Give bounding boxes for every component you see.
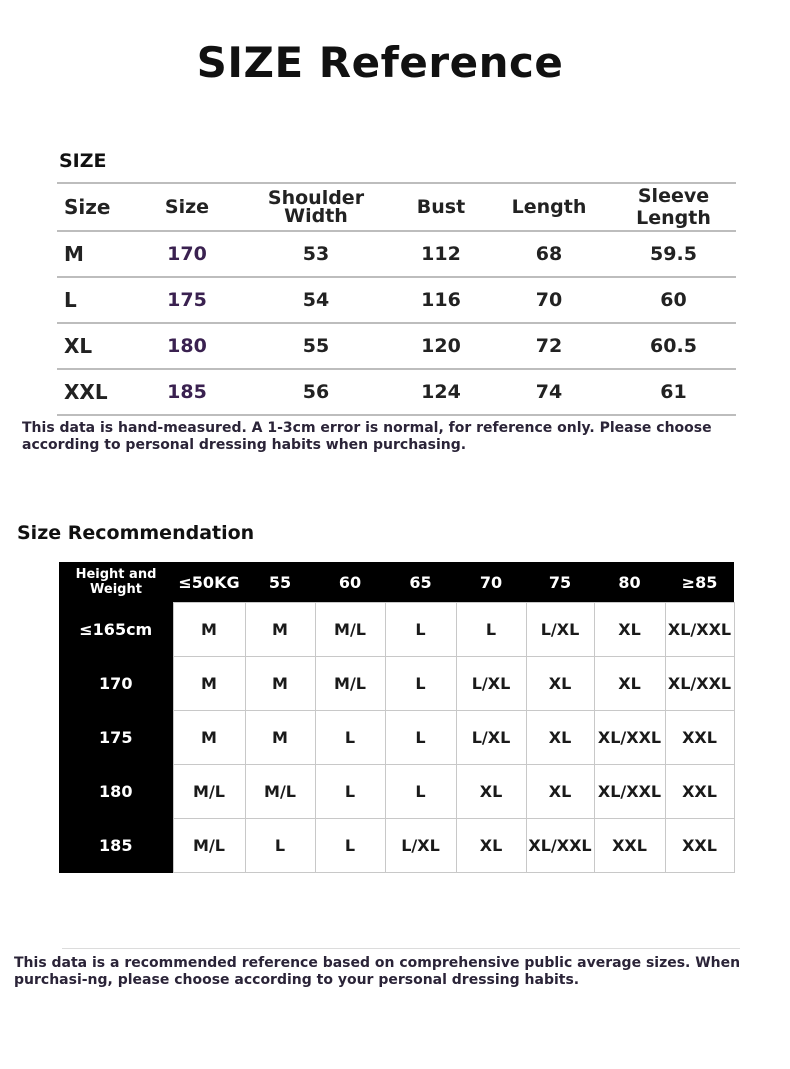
- size-cell: XXL: [57, 369, 137, 415]
- table-row: [59, 711, 734, 765]
- length-cell: 72: [487, 323, 611, 369]
- header-length: Length: [487, 183, 611, 231]
- rec-cell: XXL: [665, 711, 734, 765]
- size-table-header-row: [57, 183, 736, 231]
- rec-cell: M/L: [315, 657, 385, 711]
- height-header: ≤165cm: [59, 603, 173, 657]
- weight-header: 65: [385, 562, 456, 603]
- length-cell: 70: [487, 277, 611, 323]
- bust-cell: 116: [395, 277, 487, 323]
- rec-cell: XL: [526, 657, 594, 711]
- weight-header: ≥85: [665, 562, 734, 603]
- rec-cell: M: [245, 711, 315, 765]
- size-cell: XL: [57, 323, 137, 369]
- size-cell: M: [57, 231, 137, 277]
- rec-cell: M: [173, 711, 245, 765]
- rec-cell: M: [173, 603, 245, 657]
- rec-cell: XL/XXL: [665, 603, 734, 657]
- rec-cell: L: [385, 765, 456, 819]
- header-shoulder-width: Shoulder Width: [237, 183, 395, 231]
- rec-cell: XL/XXL: [665, 657, 734, 711]
- table-row: [57, 231, 736, 277]
- table-row: [59, 603, 734, 657]
- recommendation-note: This data is a recommended reference based on comprehensive public average sizes. When purchasi-ng, please choose according to your personal dressing habits.: [14, 955, 741, 988]
- table-row: [57, 369, 736, 415]
- rec-cell: L: [385, 657, 456, 711]
- sleeve-cell: 61: [611, 369, 736, 415]
- shoulder-cell: 53: [237, 231, 395, 277]
- rec-cell: XL: [456, 765, 526, 819]
- weight-header: 75: [526, 562, 594, 603]
- rec-cell: L/XL: [456, 657, 526, 711]
- rec-cell: L: [385, 711, 456, 765]
- rec-cell: XXL: [665, 819, 734, 873]
- rec-cell: XL: [594, 657, 665, 711]
- shoulder-cell: 55: [237, 323, 395, 369]
- weight-header: ≤50KG: [173, 562, 245, 603]
- size-cell: L: [57, 277, 137, 323]
- height-header: 170: [59, 657, 173, 711]
- rec-cell: XXL: [594, 819, 665, 873]
- rec-cell: L/XL: [385, 819, 456, 873]
- bust-cell: 124: [395, 369, 487, 415]
- size-recommendation-table: [59, 562, 735, 873]
- table-row: [57, 277, 736, 323]
- size-reference-table: [57, 182, 736, 416]
- weight-header: 70: [456, 562, 526, 603]
- weight-header: 60: [315, 562, 385, 603]
- weight-header: 80: [594, 562, 665, 603]
- header-size-height: Size: [137, 183, 237, 231]
- size-section-label: SIZE: [59, 150, 107, 172]
- header-bust: Bust: [395, 183, 487, 231]
- corner-header: Height and Weight: [59, 562, 173, 603]
- rec-cell: XL/XXL: [526, 819, 594, 873]
- height-cell: 170: [137, 231, 237, 277]
- rec-cell: L: [245, 819, 315, 873]
- rec-cell: L: [315, 711, 385, 765]
- rec-cell: L: [315, 819, 385, 873]
- divider: [62, 948, 740, 949]
- measurement-note: This data is hand-measured. A 1-3cm error is normal, for reference only. Please choose according to personal dressing habits when purchasing.: [22, 420, 712, 453]
- length-cell: 74: [487, 369, 611, 415]
- rec-cell: M/L: [173, 819, 245, 873]
- rec-cell: L: [456, 603, 526, 657]
- weight-header-row: [59, 562, 734, 603]
- page-title: SIZE Reference: [196, 38, 564, 87]
- rec-cell: XL: [594, 603, 665, 657]
- table-row: [59, 765, 734, 819]
- bust-cell: 120: [395, 323, 487, 369]
- sleeve-cell: 60.5: [611, 323, 736, 369]
- rec-cell: M: [245, 657, 315, 711]
- rec-cell: L/XL: [456, 711, 526, 765]
- rec-cell: M: [173, 657, 245, 711]
- height-header: 180: [59, 765, 173, 819]
- rec-cell: XL: [526, 765, 594, 819]
- height-cell: 180: [137, 323, 237, 369]
- rec-cell: L: [385, 603, 456, 657]
- sleeve-cell: 59.5: [611, 231, 736, 277]
- height-cell: 175: [137, 277, 237, 323]
- rec-cell: XL: [526, 711, 594, 765]
- table-row: [59, 657, 734, 711]
- sleeve-cell: 60: [611, 277, 736, 323]
- height-header: 185: [59, 819, 173, 873]
- rec-cell: L: [315, 765, 385, 819]
- rec-cell: XL/XXL: [594, 711, 665, 765]
- rec-cell: XXL: [665, 765, 734, 819]
- rec-cell: L/XL: [526, 603, 594, 657]
- table-row: [59, 819, 734, 873]
- shoulder-cell: 54: [237, 277, 395, 323]
- rec-cell: M: [245, 603, 315, 657]
- rec-cell: M/L: [245, 765, 315, 819]
- rec-cell: M/L: [315, 603, 385, 657]
- rec-cell: XL: [456, 819, 526, 873]
- bust-cell: 112: [395, 231, 487, 277]
- shoulder-cell: 56: [237, 369, 395, 415]
- rec-cell: M/L: [173, 765, 245, 819]
- recommendation-label: Size Recommendation: [17, 522, 255, 544]
- height-header: 175: [59, 711, 173, 765]
- height-cell: 185: [137, 369, 237, 415]
- length-cell: 68: [487, 231, 611, 277]
- table-row: [57, 323, 736, 369]
- header-size: Size: [57, 183, 137, 231]
- rec-cell: XL/XXL: [594, 765, 665, 819]
- header-sleeve-length: Sleeve Length: [611, 183, 736, 231]
- weight-header: 55: [245, 562, 315, 603]
